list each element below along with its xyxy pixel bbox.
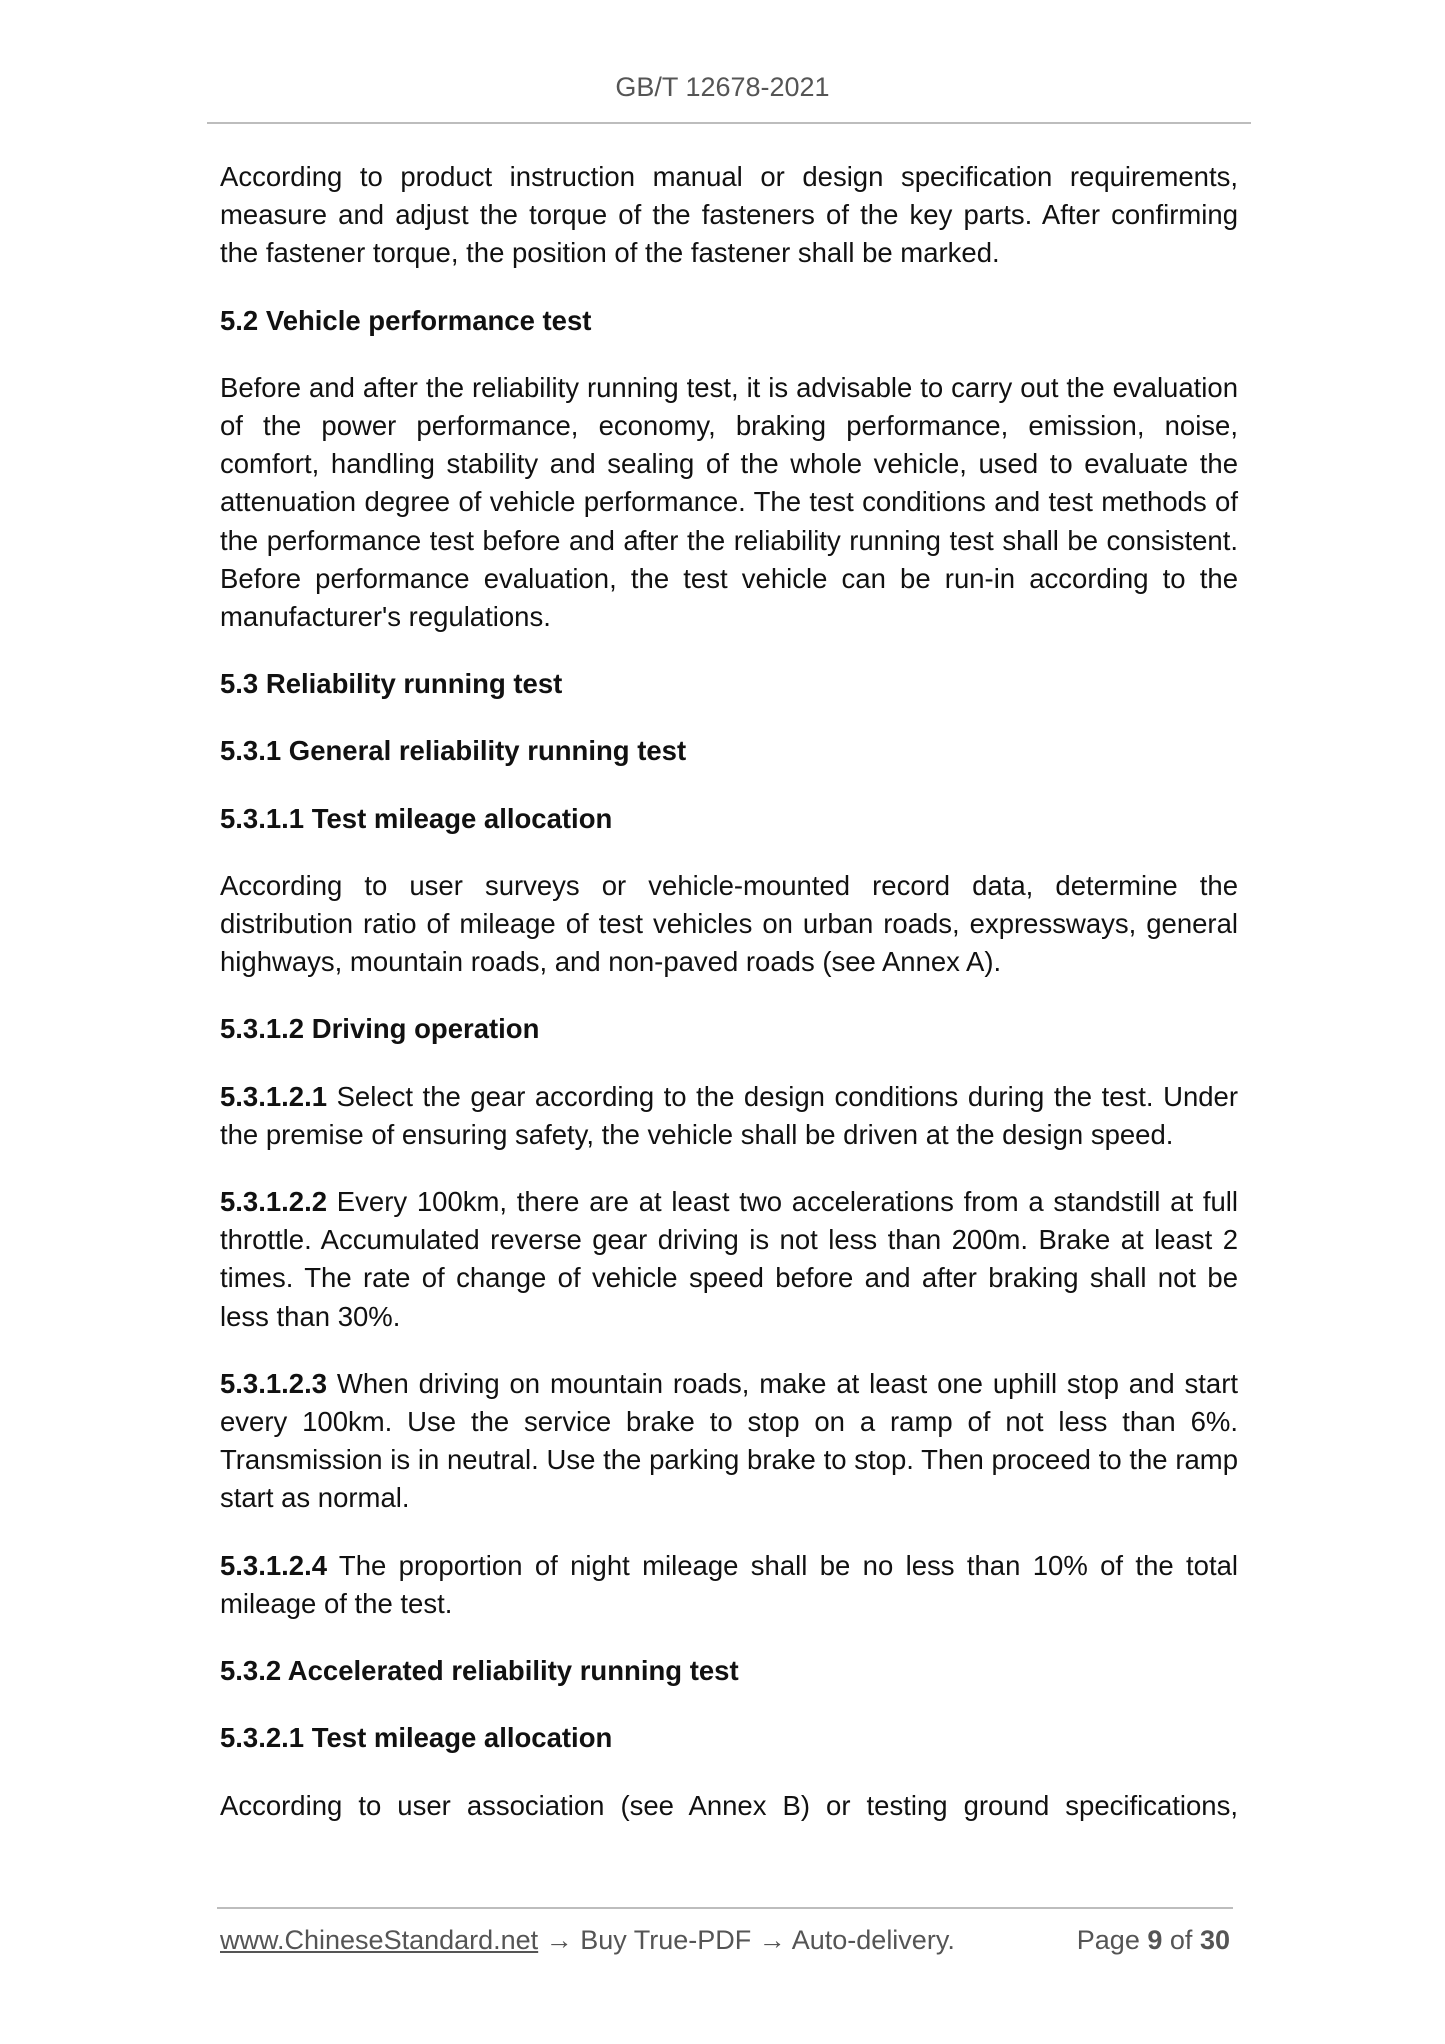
document-header: GB/T 12678-2021 <box>615 72 830 102</box>
clause-number: 5.3.1.2.4 <box>220 1549 328 1581</box>
paragraph-fastener-torque: According to product instruction manual or design specification requirements, measure and adjust the torque of the fasteners of the key parts. After confirming the fastener torque, the position of the fastener shall be marked. <box>220 161 1238 269</box>
footer-tagline: → Buy True-PDF → Auto-delivery. <box>538 1925 955 1955</box>
page-footer <box>220 1925 1230 1956</box>
heading-5-3: 5.3 Reliability running test <box>220 668 563 700</box>
heading-5-3-1: 5.3.1 General reliability running test <box>220 735 687 767</box>
page-label: Page <box>1076 1925 1140 1955</box>
page-total: 30 <box>1199 1925 1230 1955</box>
clause-number: 5.3.1.2.1 <box>220 1080 328 1112</box>
heading-5-2: 5.2 Vehicle performance test <box>220 304 592 336</box>
clause-text: When driving on mountain roads, make at least one uphill stop and start every 100km. Use the service brake to stop on a ramp of not less than 6%. Transmission is in neutral. Use the parking brake to stop. Then proceed to the ramp start as normal. <box>220 1367 1238 1514</box>
page-indicator <box>1077 1925 1230 1956</box>
paragraph-mileage-distribution: According to user surveys or vehicle-mounted record data, determine the distribution ratio of mileage of test vehicles on urban roads, expressways, general highways, mountain roads, and non-paved roads (see Annex A). <box>220 869 1238 978</box>
footer-divider <box>217 1907 1233 1909</box>
clause-5-3-1-2-4 <box>220 1547 1238 1623</box>
paragraph-accelerated-allocation: According to user association (see Annex B) or testing ground specifications, <box>220 1789 1238 1821</box>
document-body <box>220 158 1238 1825</box>
paragraph-performance-test: Before and after the reliability running test, it is advisable to carry out the evaluation of the power performance, economy, braking performance, emission, noise, comfort, handling stability and sealing of the whole vehicle, used to evaluate the attenuation degree of vehicle performance. The test conditions and test methods of the performance test before and after the reliability running test shall be consistent. Before performance evaluation, the test vehicle can be run-in according to the manufacturer's regulations. <box>220 371 1238 633</box>
clause-5-3-1-2-2 <box>220 1183 1238 1336</box>
clause-5-3-1-2-3 <box>220 1365 1238 1518</box>
heading-5-3-1-2: 5.3.1.2 Driving operation <box>220 1013 540 1045</box>
page-current: 9 <box>1147 1925 1163 1955</box>
clause-number: 5.3.1.2.3 <box>220 1367 328 1399</box>
heading-5-3-1-1: 5.3.1.1 Test mileage allocation <box>220 802 613 834</box>
clause-number: 5.3.1.2.2 <box>220 1186 328 1218</box>
heading-5-3-2: 5.3.2 Accelerated reliability running test <box>220 1655 739 1687</box>
clause-text: Every 100km, there are at least two accelerations from a standstill at full throttle. Accumulated reverse gear driving is not less than 200m. Brake at least 2 times. The rate of change of vehicle speed before and after braking shall not be less than 30%. <box>220 1186 1238 1332</box>
clause-text: The proportion of night mileage shall be no less than 10% of the total mileage of the test. <box>220 1549 1238 1619</box>
clause-5-3-1-2-1 <box>220 1078 1238 1154</box>
page-of: of <box>1169 1925 1193 1955</box>
clause-text: Select the gear according to the design conditions during the test. Under the premise of ensuring safety, the vehicle shall be driven at the design speed. <box>220 1080 1238 1150</box>
site-link[interactable]: www.ChineseStandard.net <box>220 1925 539 1955</box>
header-divider <box>207 122 1251 124</box>
heading-5-3-2-1: 5.3.2.1 Test mileage allocation <box>220 1722 613 1754</box>
